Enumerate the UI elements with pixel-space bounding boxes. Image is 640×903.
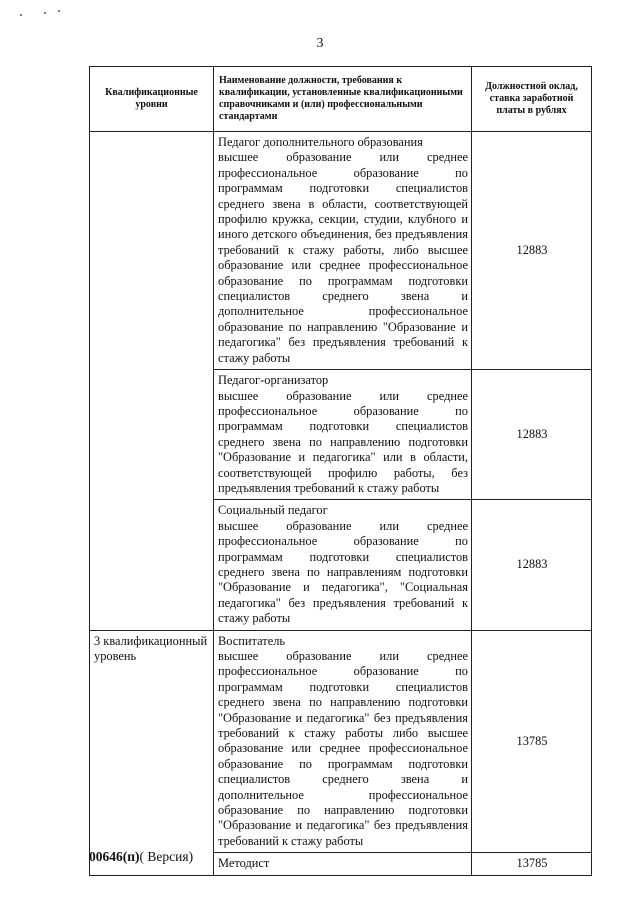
salary-cell: 12883 (472, 370, 592, 500)
document-footer (89, 849, 193, 865)
scan-speck (44, 12, 46, 14)
header-salary: Должностной оклад, ставка заработной платы в рублях (472, 67, 592, 132)
position-cell (214, 370, 472, 500)
qualification-table (89, 66, 592, 876)
position-cell (214, 500, 472, 630)
header-level: Квалификационные уровни (90, 67, 214, 132)
position-requirements: высшее образование или среднее профессиональное образование по программам подготовки специалистов среднего звена по направлениям подготовки "Образование и педагогика", "Социальная педагогика" без предъявления требований к стажу работы (218, 518, 468, 626)
salary-cell: 12883 (472, 132, 592, 370)
level-cell (90, 132, 214, 631)
position-requirements: высшее образование или среднее профессиональное образование по программам подготовки специалистов среднего звена в области, соответствующей профилю кружка, секции, студии, клубного и иного детского объединения, без предъявления требований к стажу работы, либо высшее образование или среднее профессиональное образование по программам подготовки специалистов среднего звена и дополнительное профессиональное образование по направлению "Образование и педагогика" без предъявления требований к стажу работы (218, 150, 468, 365)
position-cell (214, 630, 472, 853)
position-title: Педагог-организатор (218, 373, 329, 388)
position-cell (214, 132, 472, 370)
scan-speck (58, 10, 60, 12)
salary-cell: 13785 (472, 630, 592, 853)
table-row (90, 132, 592, 370)
table-header-row (90, 67, 592, 132)
table-row (90, 630, 592, 853)
position-cell (214, 853, 472, 875)
document-code: 00646(п) (89, 849, 140, 864)
level-cell: 3 квалификационный уровень (90, 630, 214, 875)
position-requirements: высшее образование или среднее профессиональное образование по программам подготовки специалистов среднего звена по направлению подготовки "Образование и педагогика" без предъявления требований к стажу работы либо высшее образование или среднее профессиональное образование по программам подготовки специалистов среднего звена и дополнительное профессиональное образование по направлению подготовки "Образование и педагогика" без предъявления требований к стажу работы (218, 649, 468, 848)
salary-cell: 12883 (472, 500, 592, 630)
header-position: Наименование должности, требования к квалификации, установленные квалификационными справочниками и (или) профессиональными стандартами (214, 67, 472, 132)
page-number: 3 (316, 36, 324, 51)
position-requirements: высшее образование или среднее профессиональное образование по программам подготовки специалистов среднего звена по направлению подготовки "Образование и педагогика" или в области, соответствующей профилю работы, без предъявления требований к стажу работы (218, 388, 468, 495)
position-title: Социальный педагог (218, 503, 328, 518)
salary-cell: 13785 (472, 853, 592, 875)
position-title: Воспитатель (218, 633, 286, 648)
document-version: ( Версия) (139, 849, 194, 864)
position-title: Педагог дополнительного образования (218, 135, 423, 149)
position-title: Методист (218, 856, 270, 871)
scan-speck (20, 14, 22, 16)
